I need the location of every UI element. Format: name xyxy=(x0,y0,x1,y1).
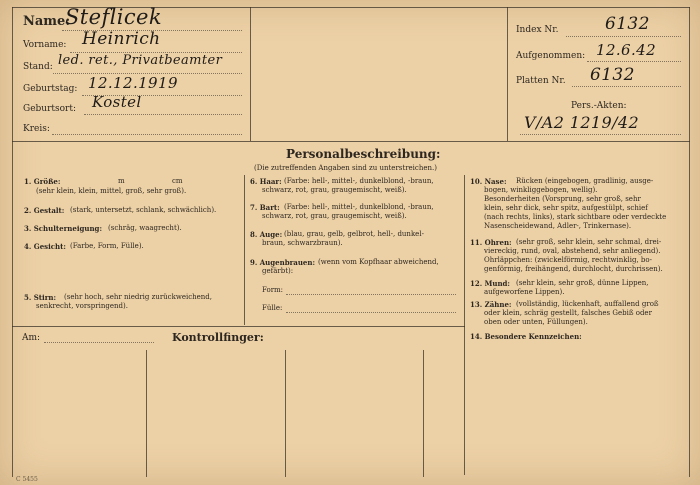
item-schulterneigung: 3. Schulterneigung: xyxy=(24,224,103,233)
index-value: 6132 xyxy=(605,14,650,34)
header-bottom-line xyxy=(12,141,690,142)
akten-label: Pers.-Akten: xyxy=(571,101,627,111)
geburtsort-label: Geburtsort: xyxy=(23,104,76,114)
geburtstag-value: 12.12.1919 xyxy=(88,74,178,92)
item-zaehne-desc-1: oder klein, schräg gestellt, falsches Gebiß oder xyxy=(484,309,652,317)
item-gesicht-desc: (Farbe, Form, Fülle). xyxy=(70,242,144,250)
item-haar-desc-1: (Farbe: hell-, mittel-, dunkelblond, -braun, xyxy=(284,177,434,185)
kreis-rule xyxy=(52,134,242,136)
index-rule xyxy=(566,36,681,38)
item-nase-desc-5: Nasenscheidewand, Adler-, Trinkernase). xyxy=(484,222,632,230)
item-bart-desc-1: (Farbe: hell-, mittel-, dunkelblond, -braun, xyxy=(284,203,434,211)
item-ohren-desc-0: (sehr groß, sehr klein, sehr schmal, drei- xyxy=(516,238,662,246)
col-divider-1 xyxy=(244,175,245,325)
item-bart: 7. Bart: xyxy=(250,203,280,212)
item-groesse-desc: (sehr klein, klein, mittel, groß, sehr groß). xyxy=(36,187,187,195)
item-groesse-cm: cm xyxy=(172,177,183,185)
name-value: Steflicek xyxy=(65,5,162,29)
platten-label: Platten Nr. xyxy=(516,76,566,86)
geburtsort-value: Kostel xyxy=(92,93,142,111)
aufgenommen-rule xyxy=(587,61,681,63)
item-gestalt: 2. Gestalt: xyxy=(24,206,65,215)
form-label: Form: xyxy=(262,286,284,294)
finger-divider-2 xyxy=(285,350,286,477)
akten-rule xyxy=(520,134,681,136)
item-stirn-desc-2: senkrecht, vorspringend). xyxy=(36,302,128,310)
item-stirn: 5. Stirn: xyxy=(24,293,57,302)
item-schulterneigung-desc: (schräg, waagrecht). xyxy=(108,224,182,232)
header-divider-2 xyxy=(507,7,508,141)
item-nase-desc-0: Rücken (eingebogen, gradlinig, ausge- xyxy=(516,177,654,185)
am-label: Am: xyxy=(22,333,41,343)
stand-label: Stand: xyxy=(23,62,53,72)
header-divider-1 xyxy=(250,7,251,141)
vorname-label: Vorname: xyxy=(23,40,67,50)
item-groesse-m: m xyxy=(118,177,125,185)
item-haar-desc-2: schwarz, rot, grau, graugemischt, weiß). xyxy=(262,186,407,194)
item-nase-desc-2: Besonderheiten (Vorsprung, sehr groß, sehr xyxy=(484,195,641,203)
item-nase-desc-1: bogen, winkliggebogen, wellig). xyxy=(484,186,598,194)
item-augenbrauen: 9. Augenbrauen: xyxy=(250,258,316,267)
section-title: Personalbeschreibung: xyxy=(286,147,441,161)
item-kennzeichen: 14. Besondere Kennzeichen: xyxy=(470,332,582,341)
item-ohren: 11. Ohren: xyxy=(470,238,512,247)
col-divider-2 xyxy=(464,175,465,475)
akten-value: V/A2 1219/42 xyxy=(524,113,640,132)
name-label: Name: xyxy=(23,14,71,29)
item-auge: 8. Auge: xyxy=(250,230,283,239)
item-mund-desc-0: (sehr klein, sehr groß, dünne Lippen, xyxy=(516,279,649,287)
left-border xyxy=(12,7,13,477)
item-ohren-desc-2: Ohrläppchen: (zwickelförmig, rechtwinklig, bo- xyxy=(484,256,652,264)
item-groesse: 1. Größe: xyxy=(24,177,61,186)
fuelle-rule xyxy=(286,312,456,314)
item-augenbrauen-desc-1: (wenn vom Kopfhaar abweichend, xyxy=(318,258,439,266)
item-gesicht: 4. Gesicht: xyxy=(24,242,66,251)
section-subtitle: (Die zutreffenden Angaben sind zu unterstreichen.) xyxy=(254,164,437,172)
right-border xyxy=(689,7,690,477)
aufgenommen-value: 12.6.42 xyxy=(596,41,657,59)
item-nase-desc-3: klein, sehr dick, sehr spitz, aufgestülpt, schief xyxy=(484,204,648,212)
item-ohren-desc-3: genförmig, freihängend, durchlocht, durchrissen). xyxy=(484,265,663,273)
item-mund-desc-1: aufgeworfene Lippen). xyxy=(484,288,565,296)
item-bart-desc-2: schwarz, rot, grau, graugemischt, weiß). xyxy=(262,212,407,220)
item-ohren-desc-1: viereckig, rund, oval, abstehend, sehr anliegend). xyxy=(484,247,661,255)
item-auge-desc-1: (blau, grau, gelb, gelbrot, hell-, dunkel- xyxy=(284,230,424,238)
item-nase-desc-4: (nach rechts, links), stark sichtbare oder verdeckte xyxy=(484,213,667,221)
item-haar: 6. Haar: xyxy=(250,177,282,186)
platten-rule xyxy=(572,86,681,88)
item-nase: 10. Nase: xyxy=(470,177,507,186)
item-zaehne-desc-2: oben oder unten, Füllungen). xyxy=(484,318,588,326)
platten-value: 6132 xyxy=(590,65,635,85)
lower-section-line xyxy=(12,326,465,327)
finger-divider-3 xyxy=(423,350,424,477)
am-rule xyxy=(44,342,154,344)
form-rule xyxy=(286,294,456,296)
item-zaehne-desc-0: (vollständig, lückenhaft, auffallend groß xyxy=(516,300,659,308)
print-code: C 5455 xyxy=(16,476,38,483)
item-auge-desc-2: braun, schwarzbraun). xyxy=(262,239,343,247)
fuelle-label: Fülle: xyxy=(262,304,283,312)
vorname-value: Heinrich xyxy=(82,29,161,49)
item-zaehne: 13. Zähne: xyxy=(470,300,512,309)
finger-divider-1 xyxy=(146,350,147,477)
item-mund: 12. Mund: xyxy=(470,279,511,288)
item-stirn-desc-1: (sehr hoch, sehr niedrig zurückweichend, xyxy=(64,293,212,301)
index-label: Index Nr. xyxy=(516,25,559,35)
aufgenommen-label: Aufgenommen: xyxy=(516,51,586,61)
stand-value: led. ret., Privatbeamter xyxy=(58,53,223,68)
kontrollfinger-label: Kontrollfinger: xyxy=(172,331,264,344)
geburtstag-label: Geburtstag: xyxy=(23,84,78,94)
item-gestalt-desc: (stark, untersetzt, schlank, schwächlich). xyxy=(70,206,217,214)
kreis-label: Kreis: xyxy=(23,124,50,134)
geburtsort-rule xyxy=(84,114,242,116)
item-augenbrauen-desc-2: gefärbt): xyxy=(262,267,294,275)
